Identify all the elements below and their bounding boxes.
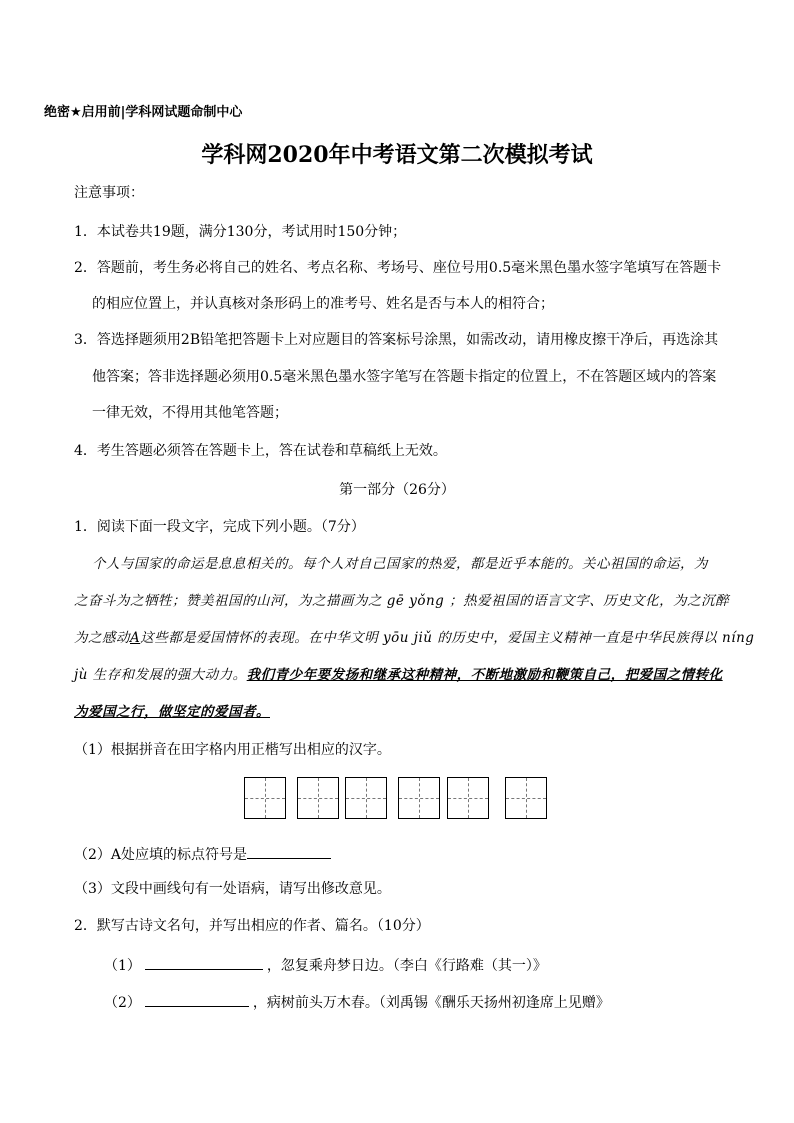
- passage-line-4: [74, 665, 723, 685]
- punctuation-answer-blank[interactable]: [247, 842, 331, 859]
- passage-line-3-rest: 这些都是爱国情怀的表现。在中华文明 yōu jiǔ 的历史中，爱国主义精神一直是中华民族得以 níng: [140, 630, 755, 646]
- passage-line-1: 个人与国家的命运是息息相关的。每个人对自己国家的热爱，都是近乎本能的。关心祖国的命运，为: [92, 556, 708, 572]
- passage-line-5: [74, 702, 270, 722]
- tianzige-box-1[interactable]: [244, 777, 286, 819]
- passage-line-3: [74, 628, 754, 648]
- passage-line-3-start: 为之感动: [74, 630, 130, 646]
- tianzige-box-5[interactable]: [447, 777, 489, 819]
- note-1: 1．本试卷共19题，满分130分，考试用时150分钟；: [74, 224, 407, 240]
- sub-question-2-text: （2）A处应填的标点符号是: [74, 847, 248, 863]
- item-2-text: ，病树前头万木春。（刘禹锡《酬乐天扬州初逢席上见赠》: [252, 995, 610, 1011]
- underlined-sentence-part-1: 我们青少年要发扬和继承这种精神，不断地激励和鞭策自己，把爱国之情转化: [246, 667, 723, 683]
- sub-question-3: （3）文段中画线句有一处语病，请写出修改意见。: [74, 881, 391, 897]
- item-1-answer-blank[interactable]: [145, 953, 263, 970]
- note-3-line-2: 他答案；答非选择题必须用0.5毫米黑色墨水签字笔写在答题卡指定的位置上，不在答题区域内的答案: [92, 369, 717, 385]
- tianzige-box-4[interactable]: [398, 777, 440, 819]
- note-3-line-1: 3．答选择题须用2B铅笔把答题卡上对应题目的答案标号涂黑，如需改动，请用橡皮擦干净后，再选涂其: [74, 332, 719, 348]
- note-2-line-1: 2．答题前，考生务必将自己的姓名、考点名称、考场号、座位号用0.5毫米黑色墨水签字笔填写在答题卡: [74, 260, 722, 276]
- item-2-number: （2）: [104, 995, 141, 1011]
- confidential-note: 绝密★启用前|学科网试题命制中心: [44, 105, 243, 120]
- notes-heading: 注意事项：: [74, 185, 144, 201]
- sub-question-1: （1）根据拼音在田字格内用正楷写出相应的汉字。: [74, 742, 391, 758]
- item-1-number: （1）: [104, 958, 141, 974]
- tianzige-box-6[interactable]: [505, 777, 547, 819]
- part-heading: 第一部分（26分）: [339, 482, 455, 498]
- recitation-item-1: [104, 953, 547, 976]
- question-1-stem: 1．阅读下面一段文字，完成下列小题。（7分）: [74, 519, 365, 535]
- tianzige-box-3[interactable]: [345, 777, 387, 819]
- note-4: 4．考生答题必须答在答题卡上，答在试卷和草稿纸上无效。: [74, 443, 447, 459]
- underlined-sentence-part-2: 为爱国之行，做坚定的爱国者。: [74, 704, 270, 720]
- note-3-line-3: 一律无效，不得用其他笔答题；: [92, 405, 288, 421]
- blank-a-marker: A: [130, 630, 141, 646]
- sub-question-2: [74, 842, 331, 865]
- item-1-text: ，忽复乘舟梦日边。（李白《行路难（其一）》: [266, 958, 547, 974]
- page-title: 学科网2020年中考语文第二次模拟考试: [201, 142, 593, 168]
- note-2-line-2: 的相应位置上，并认真核对条形码上的准考号、姓名是否与本人的相符合；: [92, 296, 554, 312]
- passage-line-4-start: jù 生存和发展的强大动力。: [74, 667, 247, 683]
- tianzige-box-2[interactable]: [297, 777, 339, 819]
- question-2-stem: 2．默写古诗文名句，并写出相应的作者、篇名。（10分）: [74, 918, 430, 934]
- tianzige-grid-row: [0, 777, 794, 823]
- recitation-item-2: [104, 990, 610, 1013]
- passage-line-2: 之奋斗为之牺牲；赞美祖国的山河，为之描画为之 gē yǒng ；热爱祖国的语言文字、历史文化，为之沉醉: [74, 593, 730, 609]
- item-2-answer-blank[interactable]: [145, 990, 249, 1007]
